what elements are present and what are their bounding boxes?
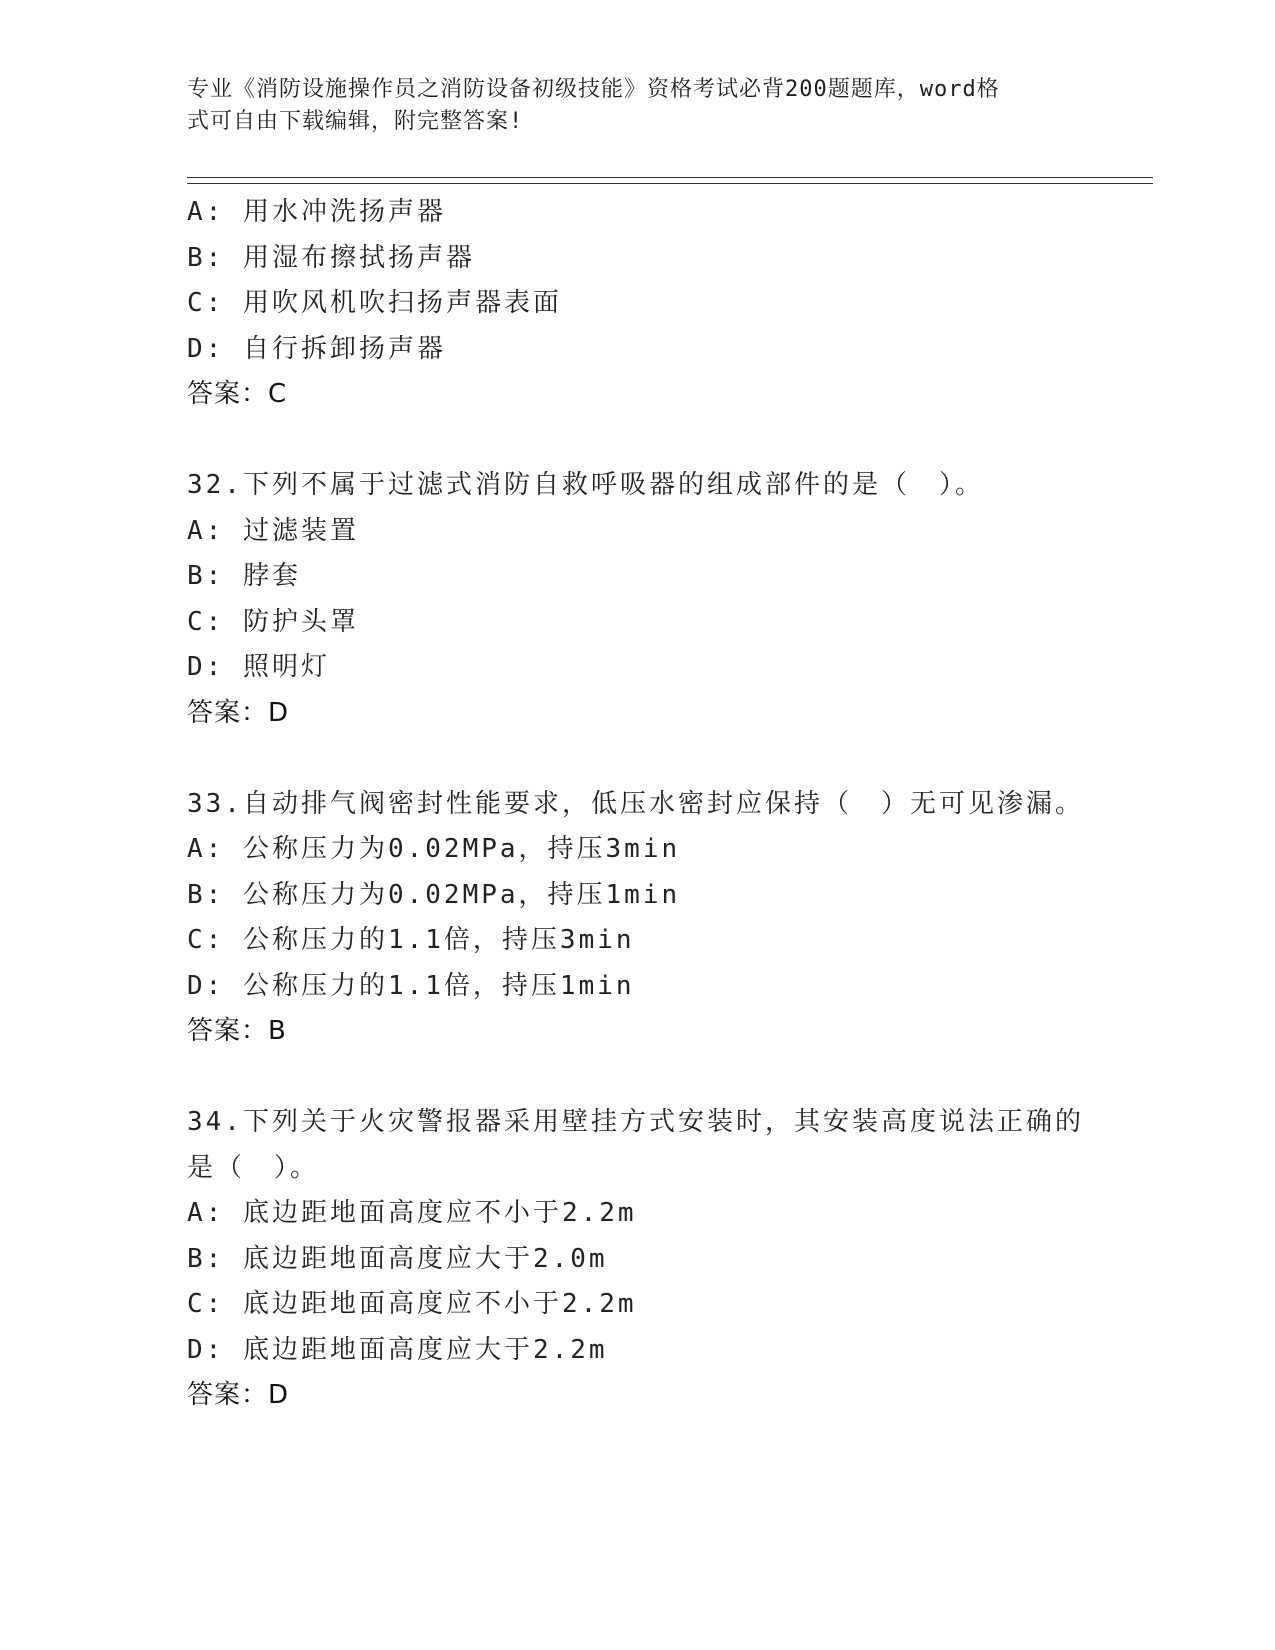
option-a: A: 用水冲洗扬声器: [187, 197, 446, 227]
answer-label: 答案：C: [187, 379, 288, 409]
option-c: C: 用吹风机吹扫扬声器表面: [187, 288, 562, 318]
question-text-line-2: 是（ ）。: [187, 1152, 320, 1183]
spacer: [187, 418, 1087, 464]
option-d: D: 自行拆卸扬声器: [187, 333, 446, 364]
option-a: A: 底边距地面高度应不小于2.2m: [187, 1198, 637, 1228]
question-text: 32.下列不属于过滤式消防自救呼吸器的组成部件的是（ ）。: [187, 470, 984, 500]
option-c: C: 底边距地面高度应不小于2.2m: [187, 1289, 637, 1319]
question-block-31: [187, 190, 1087, 418]
option-b: B: 公称压力为0.02MPa，持压1min: [187, 879, 681, 910]
question-text: 33.自动排气阀密封性能要求，低压水密封应保持（ ）无可见渗漏。: [187, 788, 1084, 819]
spacer: [187, 736, 1087, 782]
question-text-line-1: 34.下列关于火灾警报器采用壁挂方式安装时，其安装高度说法正确的: [187, 1107, 1084, 1137]
header-line-1: 专业《消防设施操作员之消防设备初级技能》资格考试必背200题题库，word格: [187, 77, 1000, 102]
option-a: A: 过滤装置: [187, 515, 359, 546]
header-divider-top: [187, 177, 1153, 178]
header-note: [187, 74, 1067, 138]
answer-label: 答案：D: [187, 697, 290, 728]
header-line-2: 式可自由下载编辑，附完整答案!: [187, 109, 524, 134]
question-list: [187, 190, 1087, 1419]
header-divider-bottom: [187, 183, 1153, 184]
spacer: [187, 1055, 1087, 1101]
question-block-32: [187, 463, 1087, 736]
option-b: B: 用湿布擦拭扬声器: [187, 242, 475, 273]
option-b: B: 底边距地面高度应大于2.0m: [187, 1243, 608, 1274]
option-a: A: 公称压力为0.02MPa，持压3min: [187, 834, 681, 864]
answer-label: 答案：D: [187, 1380, 290, 1410]
option-d: D: 公称压力的1.1倍，持压1min: [187, 970, 635, 1001]
option-c: C: 防护头罩: [187, 606, 359, 637]
option-b: B: 脖套: [187, 561, 301, 591]
option-d: D: 底边距地面高度应大于2.2m: [187, 1334, 608, 1365]
question-block-34: [187, 1100, 1087, 1419]
answer-label: 答案：B: [187, 1016, 287, 1046]
option-c: C: 公称压力的1.1倍，持压3min: [187, 925, 635, 955]
question-block-33: [187, 782, 1087, 1055]
option-d: D: 照明灯: [187, 652, 330, 682]
